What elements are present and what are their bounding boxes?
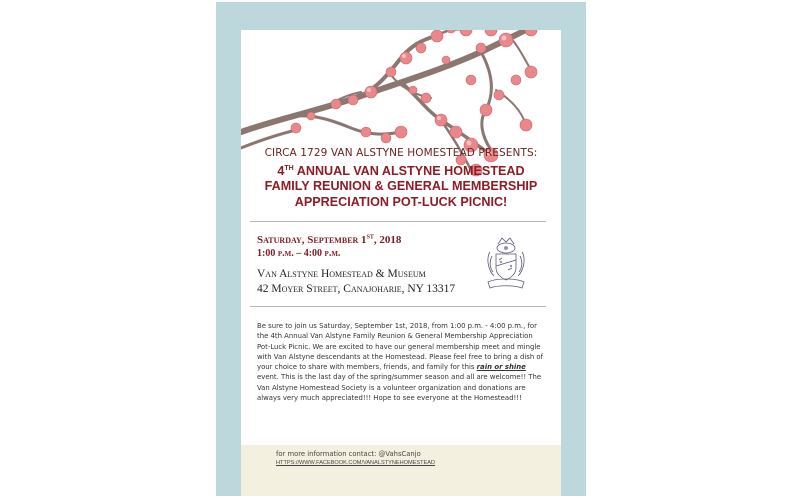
flyer-page [241,30,561,496]
event-description [257,321,547,403]
rain-or-shine-emphasis: rain or shine [476,363,526,372]
headline-line-3: APPRECIATION POT-LUCK PICNIC! [294,194,508,209]
description-text-1: Be sure to join us Saturday, September 1st, 2018, from 1:00 p.m. - 4:00 p.m., for the 4th Annual Van Alstyne Family Reunion & General Membership Appreciation Pot-Luck Picnic. We are excited to have our general membership meet and mingle with Van Alstyne descendants at the Homestead. Please feel free to bring a dish of your choice to share with members, friends, and family for this [257,322,544,372]
venue-address: 42 Moyer Street, Canajoharie, NY 13317 [257,283,456,295]
headline-line-1-text: ANNUAL VAN ALSTYNE HOMESTEAD [293,164,525,179]
description-text-2: event. This is the last day of the spring/summer season and all are welcome!! The Van Alstyne Homestead Society is a volunteer organization and donations are always very much appreciated!!! Hope to see everyone at the Homestead!!! [257,373,542,403]
event-date-year: , 2018 [373,234,402,246]
divider-bottom [250,306,546,307]
divider-top [250,221,546,222]
headline-ordinal-suffix: TH [284,165,294,172]
contact-info: for more information contact: @VahsCanjo [276,450,421,458]
facebook-link[interactable]: HTTPS://WWW.FACEBOOK.COM/VANALSTYNEHOMESTEAD [276,460,436,466]
event-headline [241,161,561,210]
venue-name: Van Alstyne Homestead & Museum [257,268,426,280]
event-time: 1:00 p.m. – 4:00 p.m. [257,248,341,259]
headline-ordinal: 4 [277,164,285,179]
event-date-main: Saturday, September 1 [257,234,367,246]
event-date [257,234,401,246]
headline-line-2: FAMILY REUNION & GENERAL MEMBERSHIP [264,179,538,194]
event-date-suffix: ST [366,234,374,241]
headline-line-1 [241,161,561,179]
presents-line: CIRCA 1729 VAN ALSTYNE HOMESTEAD PRESENTS: [264,147,538,159]
contact-footer [241,445,561,496]
family-crest-icon [484,236,528,292]
